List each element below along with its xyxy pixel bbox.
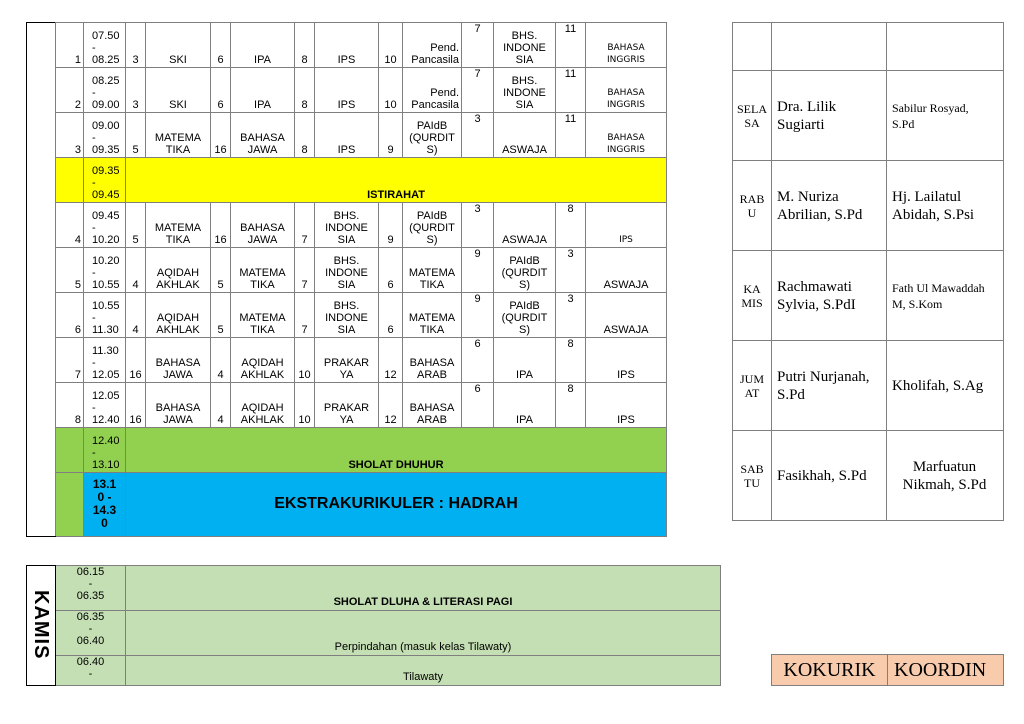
subject-cell: PRAKAR YA <box>315 383 379 428</box>
teacher-row <box>733 251 1004 341</box>
subject-cell: ASWAJA <box>494 113 556 158</box>
subject-cell: SKI <box>146 23 211 68</box>
subject-cell: PRAKAR YA <box>315 338 379 383</box>
class-code: 6 <box>462 383 494 428</box>
subject-cell: IPS <box>315 113 379 158</box>
class-code: 8 <box>556 383 586 428</box>
lesson-number: 8 <box>56 383 84 428</box>
lesson-row <box>27 248 667 293</box>
subject-cell: AQIDAH AKHLAK <box>231 338 295 383</box>
kamis-activity: Perpindahan (masuk kelas Tilawaty) <box>126 611 721 656</box>
break-label: ISTIRAHAT <box>126 158 667 203</box>
day-column-cell <box>27 23 56 537</box>
lesson-row <box>27 203 667 248</box>
class-code: 3 <box>126 23 146 68</box>
teacher-row <box>733 23 1004 71</box>
subject-cell: PAIdB (QURDIT S) <box>494 293 556 338</box>
class-code: 9 <box>462 293 494 338</box>
kamis-activity: Tilawaty <box>126 656 721 686</box>
class-code: 16 <box>126 383 146 428</box>
class-code: 4 <box>211 383 231 428</box>
kokurik-header: KOKURIK <box>771 654 888 686</box>
dhuhur-time: 12.40 - 13.10 <box>84 428 126 473</box>
subject-cell: MATEMA TIKA <box>146 113 211 158</box>
lesson-row <box>27 383 667 428</box>
class-code: 6 <box>211 68 231 113</box>
break-row <box>27 158 667 203</box>
class-code: 4 <box>211 338 231 383</box>
class-code: 7 <box>462 23 494 68</box>
class-code: 11 <box>556 23 586 68</box>
subject-cell: PAIdB (QURDIT S) <box>403 113 462 158</box>
class-code: 5 <box>211 248 231 293</box>
class-code: 9 <box>379 203 403 248</box>
lesson-time: 08.25 - 09.00 <box>84 68 126 113</box>
class-code: 5 <box>126 113 146 158</box>
dhuhur-no-cell <box>56 428 84 473</box>
teacher-row <box>733 341 1004 431</box>
subject-cell: ASWAJA <box>494 203 556 248</box>
subject-cell: BAHASA JAWA <box>146 338 211 383</box>
lesson-row <box>27 68 667 113</box>
class-code: 8 <box>556 203 586 248</box>
lesson-number: 6 <box>56 293 84 338</box>
lesson-time: 10.55 - 11.30 <box>84 293 126 338</box>
lesson-number: 5 <box>56 248 84 293</box>
subject-cell: BHS. INDONE SIA <box>315 293 379 338</box>
teacher-name-a: Putri Nurjanah, S.Pd <box>772 341 887 431</box>
subject-cell: IPS <box>586 338 667 383</box>
kamis-time: 06.15 - 06.35 <box>56 566 126 611</box>
teacher-day: RAB U <box>733 161 772 251</box>
class-code: 16 <box>126 338 146 383</box>
schedule-table <box>26 22 667 537</box>
subject-cell: IPS <box>315 23 379 68</box>
teacher-row <box>733 431 1004 521</box>
subject-cell: BAHASA ARAB <box>403 383 462 428</box>
ekstra-no-cell <box>56 473 84 537</box>
class-code: 6 <box>462 338 494 383</box>
lesson-number: 1 <box>56 23 84 68</box>
kamis-day-cell <box>27 566 56 686</box>
subject-cell: MATEMA TIKA <box>231 248 295 293</box>
teacher-name-b <box>887 23 1004 71</box>
subject-cell: IPA <box>494 338 556 383</box>
class-code: 12 <box>379 338 403 383</box>
teacher-name-b: Sabilur Rosyad, S.Pd <box>887 71 1004 161</box>
class-code: 16 <box>211 203 231 248</box>
lesson-number: 3 <box>56 113 84 158</box>
lesson-row <box>27 23 667 68</box>
teacher-name-a: Fasikhah, S.Pd <box>772 431 887 521</box>
subject-cell: MATEMA TIKA <box>403 248 462 293</box>
lesson-number: 7 <box>56 338 84 383</box>
class-code: 8 <box>295 113 315 158</box>
lesson-number: 4 <box>56 203 84 248</box>
class-code: 8 <box>295 68 315 113</box>
class-code: 6 <box>211 23 231 68</box>
subject-cell: BHS. INDONE SIA <box>494 23 556 68</box>
subject-cell: IPA <box>494 383 556 428</box>
subject-cell: IPS <box>586 203 667 248</box>
subject-cell: BAHASA JAWA <box>231 203 295 248</box>
lesson-time: 10.20 - 10.55 <box>84 248 126 293</box>
subject-cell: BAHASA INGGRIS <box>586 68 667 113</box>
ekstra-row <box>27 473 667 537</box>
class-code: 11 <box>556 113 586 158</box>
subject-cell: ASWAJA <box>586 248 667 293</box>
dhuhur-label: SHOLAT DHUHUR <box>126 428 667 473</box>
class-code: 5 <box>126 203 146 248</box>
subject-cell: IPS <box>586 383 667 428</box>
class-code: 4 <box>126 248 146 293</box>
teacher-day: JUM AT <box>733 341 772 431</box>
kamis-row <box>27 656 721 686</box>
teacher-day: SAB TU <box>733 431 772 521</box>
class-code: 11 <box>556 68 586 113</box>
subject-cell: BHS. INDONE SIA <box>315 248 379 293</box>
teacher-name-a: Dra. Lilik Sugiarti <box>772 71 887 161</box>
teacher-day: SELA SA <box>733 71 772 161</box>
subject-cell: Pend. Pancasila <box>403 68 462 113</box>
lesson-number: 2 <box>56 68 84 113</box>
subject-cell: PAIdB (QURDIT S) <box>494 248 556 293</box>
teachers-table <box>732 22 1004 521</box>
ekstra-time: 13.1 0 - 14.3 0 <box>84 473 126 537</box>
class-code: 10 <box>379 23 403 68</box>
lesson-row <box>27 113 667 158</box>
subject-cell: BHS. INDONE SIA <box>315 203 379 248</box>
class-code: 9 <box>462 248 494 293</box>
class-code: 16 <box>211 113 231 158</box>
subject-cell: SKI <box>146 68 211 113</box>
lesson-time: 12.05 - 12.40 <box>84 383 126 428</box>
teacher-name-b: Kholifah, S.Ag <box>887 341 1004 431</box>
subject-cell: Pend. Pancasila <box>403 23 462 68</box>
subject-cell: IPA <box>231 68 295 113</box>
kamis-activity: SHOLAT DLUHA & LITERASI PAGI <box>126 566 721 611</box>
lesson-time: 11.30 - 12.05 <box>84 338 126 383</box>
class-code: 10 <box>379 68 403 113</box>
subject-cell: BAHASA ARAB <box>403 338 462 383</box>
lesson-time: 07.50 - 08.25 <box>84 23 126 68</box>
subject-cell: BAHASA INGGRIS <box>586 113 667 158</box>
class-code: 8 <box>556 338 586 383</box>
lesson-row <box>27 338 667 383</box>
kamis-day-label: KAMIS <box>30 590 52 660</box>
kamis-row <box>27 611 721 656</box>
class-code: 3 <box>462 203 494 248</box>
teacher-name-b: Marfuatun Nikmah, S.Pd <box>887 431 1004 521</box>
subject-cell: ASWAJA <box>586 293 667 338</box>
teacher-name-a <box>772 23 887 71</box>
class-code: 3 <box>556 293 586 338</box>
subject-cell: PAIdB (QURDIT S) <box>403 203 462 248</box>
class-code: 6 <box>379 248 403 293</box>
ekstra-label: EKSTRAKURIKULER : HADRAH <box>126 473 667 537</box>
class-code: 12 <box>379 383 403 428</box>
subject-cell: IPA <box>231 23 295 68</box>
teacher-name-a: Rachmawati Sylvia, S.PdI <box>772 251 887 341</box>
subject-cell: MATEMA TIKA <box>403 293 462 338</box>
class-code: 10 <box>295 383 315 428</box>
teacher-row <box>733 71 1004 161</box>
lesson-time: 09.45 - 10.20 <box>84 203 126 248</box>
kamis-table <box>26 565 721 686</box>
koordin-header: KOORDIN <box>887 654 1004 686</box>
kamis-time: 06.40 - <box>56 656 126 686</box>
lesson-row <box>27 293 667 338</box>
subject-cell: BAHASA JAWA <box>146 383 211 428</box>
teacher-day <box>733 23 772 71</box>
subject-cell: AQIDAH AKHLAK <box>146 293 211 338</box>
class-code: 8 <box>295 23 315 68</box>
class-code: 4 <box>126 293 146 338</box>
subject-cell: BHS. INDONE SIA <box>494 68 556 113</box>
dhuhur-row <box>27 428 667 473</box>
class-code: 3 <box>126 68 146 113</box>
class-code: 7 <box>462 68 494 113</box>
class-code: 5 <box>211 293 231 338</box>
kamis-time: 06.35 - 06.40 <box>56 611 126 656</box>
class-code: 6 <box>379 293 403 338</box>
subject-cell: AQIDAH AKHLAK <box>146 248 211 293</box>
teacher-name-b: Hj. Lailatul Abidah, S.Psi <box>887 161 1004 251</box>
teacher-name-b: Fath Ul Mawaddah M, S.Kom <box>887 251 1004 341</box>
teacher-name-a: M. Nuriza Abrilian, S.Pd <box>772 161 887 251</box>
break-time: 09.35 - 09.45 <box>84 158 126 203</box>
class-code: 3 <box>556 248 586 293</box>
class-code: 9 <box>379 113 403 158</box>
subject-cell: BAHASA JAWA <box>231 113 295 158</box>
class-code: 3 <box>462 113 494 158</box>
teacher-row <box>733 161 1004 251</box>
class-code: 7 <box>295 203 315 248</box>
subject-cell: BAHASA INGGRIS <box>586 23 667 68</box>
teacher-day: KA MIS <box>733 251 772 341</box>
break-no-cell <box>56 158 84 203</box>
subject-cell: IPS <box>315 68 379 113</box>
subject-cell: MATEMA TIKA <box>146 203 211 248</box>
subject-cell: AQIDAH AKHLAK <box>231 383 295 428</box>
class-code: 7 <box>295 248 315 293</box>
kamis-row <box>27 566 721 611</box>
class-code: 7 <box>295 293 315 338</box>
lesson-time: 09.00 - 09.35 <box>84 113 126 158</box>
class-code: 10 <box>295 338 315 383</box>
subject-cell: MATEMA TIKA <box>231 293 295 338</box>
